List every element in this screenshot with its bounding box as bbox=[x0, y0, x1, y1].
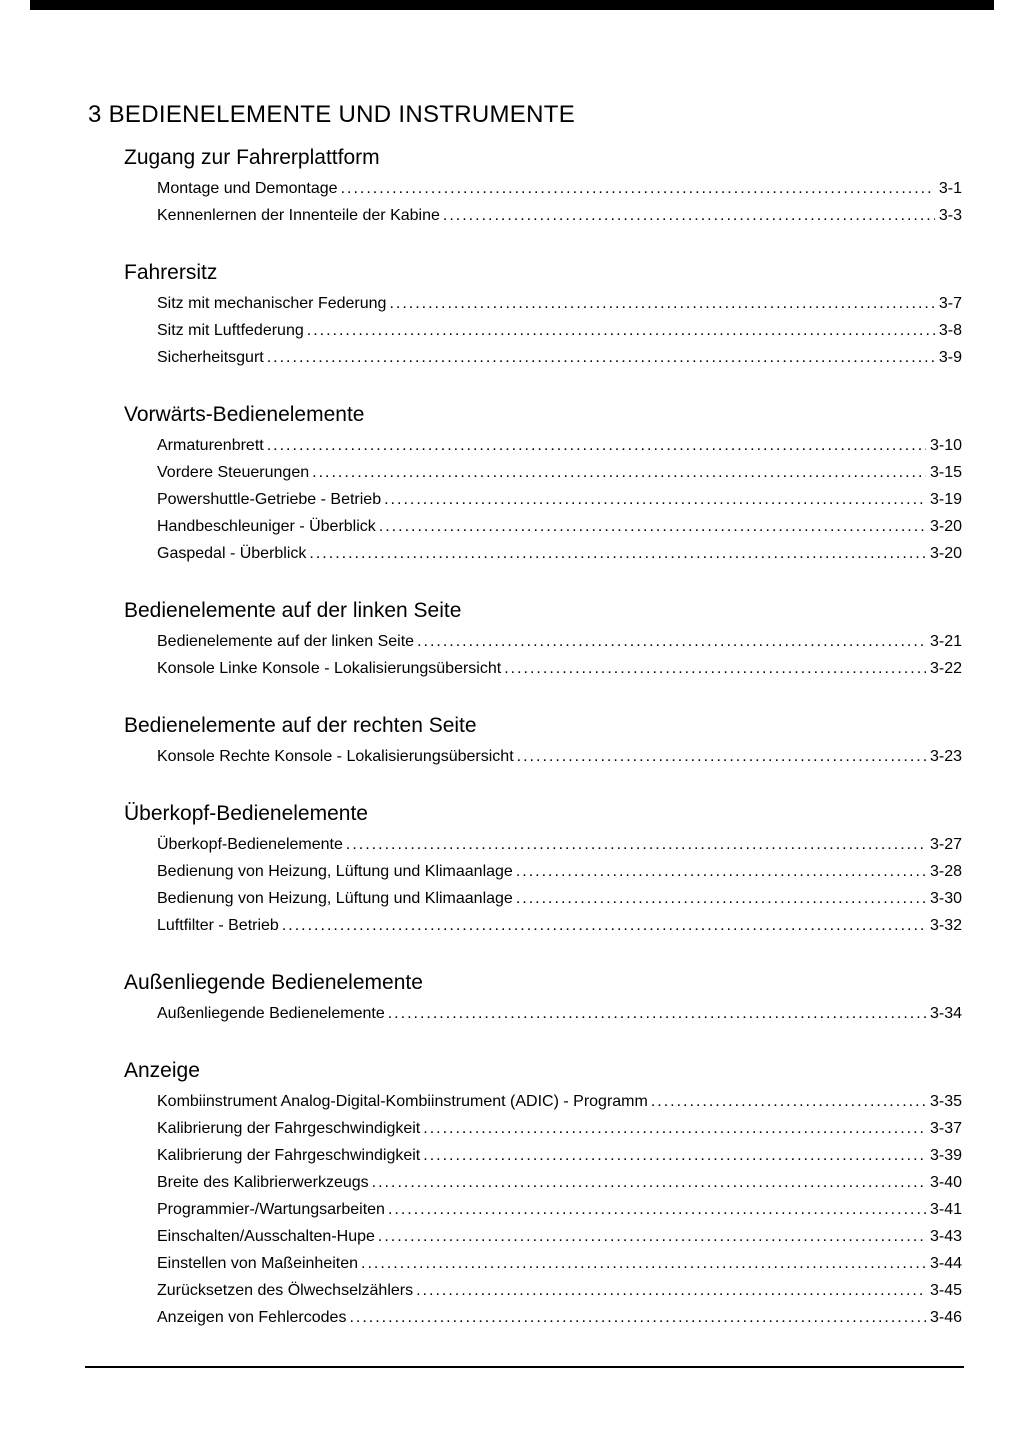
toc-section bbox=[88, 802, 962, 939]
toc-entry bbox=[157, 655, 962, 682]
toc-entry-page: 3-19 bbox=[929, 491, 962, 508]
toc-entry-label: Gaspedal - Überblick bbox=[157, 545, 307, 562]
toc-leader-dots bbox=[504, 655, 926, 682]
toc-section bbox=[88, 146, 962, 229]
toc-entry-page: 3-41 bbox=[929, 1201, 962, 1218]
toc-entry-label: Zurücksetzen des Ölwechselzählers bbox=[157, 1282, 414, 1299]
toc-section-heading: Außenliegende Bedienelemente bbox=[124, 971, 423, 994]
toc-entry-page: 3-28 bbox=[929, 863, 962, 880]
toc-entry-page: 3-15 bbox=[929, 464, 962, 481]
toc-entry-page: 3-39 bbox=[929, 1147, 962, 1164]
toc-entry-label: Bedienung von Heizung, Lüftung und Klimaanlage bbox=[157, 863, 513, 880]
toc-entry bbox=[157, 202, 962, 229]
toc-entry bbox=[157, 540, 962, 567]
toc-entry-label: Programmier-/Wartungsarbeiten bbox=[157, 1201, 385, 1218]
toc-entry-page: 3-10 bbox=[929, 437, 962, 454]
toc-leader-dots bbox=[517, 743, 926, 770]
toc-leader-dots bbox=[267, 432, 926, 459]
toc-entry bbox=[157, 317, 962, 344]
toc-entry-page: 3-20 bbox=[929, 518, 962, 535]
toc-entry-page: 3-3 bbox=[938, 207, 962, 224]
toc-entry-list bbox=[157, 175, 962, 229]
toc-leader-dots bbox=[423, 1115, 926, 1142]
toc-leader-dots bbox=[516, 885, 926, 912]
toc-leader-dots bbox=[282, 912, 926, 939]
toc-section-heading: Fahrersitz bbox=[124, 261, 218, 284]
toc-entry-page: 3-20 bbox=[929, 545, 962, 562]
toc-entry-label: Handbeschleuniger - Überblick bbox=[157, 518, 376, 535]
toc-entry bbox=[157, 1142, 962, 1169]
toc-section bbox=[88, 599, 962, 682]
toc-entry-label: Kennenlernen der Innenteile der Kabine bbox=[157, 207, 440, 224]
toc-entry-label: Kombiinstrument Analog-Digital-Kombiinstrument (ADIC) - Programm bbox=[157, 1093, 648, 1110]
toc-entry-label: Konsole Rechte Konsole - Lokalisierungsübersicht bbox=[157, 748, 514, 765]
toc-leader-dots bbox=[388, 1000, 926, 1027]
toc-leader-dots bbox=[379, 513, 926, 540]
toc-entry-page: 3-43 bbox=[929, 1228, 962, 1245]
toc-entry bbox=[157, 885, 962, 912]
toc-section-heading: Bedienelemente auf der linken Seite bbox=[124, 599, 462, 622]
toc-entry-label: Außenliegende Bedienelemente bbox=[157, 1005, 385, 1022]
toc-leader-dots bbox=[312, 459, 926, 486]
toc-section bbox=[88, 403, 962, 567]
toc-entry-page: 3-32 bbox=[929, 917, 962, 934]
toc-entry bbox=[157, 1196, 962, 1223]
toc-leader-dots bbox=[372, 1169, 926, 1196]
toc-entry bbox=[157, 743, 962, 770]
toc-leader-dots bbox=[349, 1304, 926, 1331]
page-top-bar bbox=[30, 0, 994, 10]
toc-section-heading: Überkopf-Bedienelemente bbox=[124, 802, 368, 825]
toc-section-heading: Bedienelemente auf der rechten Seite bbox=[124, 714, 477, 737]
toc-section bbox=[88, 1059, 962, 1331]
toc-entry-page: 3-27 bbox=[929, 836, 962, 853]
toc-entry-label: Luftfilter - Betrieb bbox=[157, 917, 279, 934]
toc-section-heading: Vorwärts-Bedienelemente bbox=[124, 403, 365, 426]
toc-entry-page: 3-40 bbox=[929, 1174, 962, 1191]
toc-entry bbox=[157, 628, 962, 655]
toc-entry-page: 3-30 bbox=[929, 890, 962, 907]
toc-leader-dots bbox=[378, 1223, 926, 1250]
toc-entry-label: Kalibrierung der Fahrgeschwindigkeit bbox=[157, 1120, 421, 1137]
toc-entry bbox=[157, 290, 962, 317]
toc-entry bbox=[157, 175, 962, 202]
toc-entry bbox=[157, 831, 962, 858]
toc-entry-page: 3-21 bbox=[929, 633, 962, 650]
toc-entry-label: Breite des Kalibrierwerkzeugs bbox=[157, 1174, 369, 1191]
toc-section bbox=[88, 261, 962, 371]
toc-entry-page: 3-46 bbox=[929, 1309, 962, 1326]
toc-leader-dots bbox=[341, 175, 935, 202]
toc-entry bbox=[157, 486, 962, 513]
toc-entry-list bbox=[157, 1088, 962, 1331]
chapter-title: 3 BEDIENELEMENTE UND INSTRUMENTE bbox=[88, 101, 575, 128]
toc-leader-dots bbox=[384, 486, 926, 513]
toc-entry-list bbox=[157, 743, 962, 770]
toc-entry bbox=[157, 432, 962, 459]
toc-leader-dots bbox=[516, 858, 926, 885]
toc-entry-page: 3-7 bbox=[938, 295, 962, 312]
toc-entry bbox=[157, 1250, 962, 1277]
toc-entry-label: Sitz mit mechanischer Federung bbox=[157, 295, 387, 312]
toc-leader-dots bbox=[267, 344, 935, 371]
toc-leader-dots bbox=[417, 628, 926, 655]
toc-entry bbox=[157, 1277, 962, 1304]
toc-entry-page: 3-23 bbox=[929, 748, 962, 765]
toc-entry bbox=[157, 1169, 962, 1196]
toc-leader-dots bbox=[423, 1142, 926, 1169]
toc-entry-list bbox=[157, 628, 962, 682]
toc-entry-page: 3-8 bbox=[938, 322, 962, 339]
toc-entry-label: Powershuttle-Getriebe - Betrieb bbox=[157, 491, 382, 508]
toc-entry-page: 3-44 bbox=[929, 1255, 962, 1272]
toc-section bbox=[88, 714, 962, 770]
toc-entry-label: Armaturenbrett bbox=[157, 437, 264, 454]
toc-entry bbox=[157, 1304, 962, 1331]
toc-entry-label: Überkopf-Bedienelemente bbox=[157, 836, 343, 853]
toc-section-heading: Anzeige bbox=[124, 1059, 200, 1082]
toc-entry-list bbox=[157, 1000, 962, 1027]
toc-leader-dots bbox=[361, 1250, 926, 1277]
toc-entry bbox=[157, 1088, 962, 1115]
toc-entry-label: Montage und Demontage bbox=[157, 180, 338, 197]
toc-entry-page: 3-1 bbox=[938, 180, 962, 197]
toc-entry-list bbox=[157, 831, 962, 939]
toc-sections bbox=[88, 146, 962, 1331]
toc-leader-dots bbox=[416, 1277, 926, 1304]
toc-entry-label: Sitz mit Luftfederung bbox=[157, 322, 304, 339]
toc-entry-page: 3-37 bbox=[929, 1120, 962, 1137]
toc-page bbox=[88, 101, 962, 1363]
toc-leader-dots bbox=[309, 540, 926, 567]
toc-entry bbox=[157, 858, 962, 885]
toc-entry-label: Kalibrierung der Fahrgeschwindigkeit bbox=[157, 1147, 421, 1164]
toc-entry-page: 3-34 bbox=[929, 1005, 962, 1022]
toc-entry-list bbox=[157, 432, 962, 567]
toc-entry-label: Anzeigen von Fehlercodes bbox=[157, 1309, 347, 1326]
toc-leader-dots bbox=[651, 1088, 926, 1115]
toc-leader-dots bbox=[389, 290, 934, 317]
toc-entry-label: Bedienelemente auf der linken Seite bbox=[157, 633, 415, 650]
toc-entry-list bbox=[157, 290, 962, 371]
toc-entry bbox=[157, 912, 962, 939]
toc-leader-dots bbox=[443, 202, 935, 229]
toc-entry-label: Konsole Linke Konsole - Lokalisierungsübersicht bbox=[157, 660, 502, 677]
toc-entry-page: 3-45 bbox=[929, 1282, 962, 1299]
toc-entry-page: 3-9 bbox=[938, 349, 962, 366]
toc-section bbox=[88, 971, 962, 1027]
toc-section-heading: Zugang zur Fahrerplattform bbox=[124, 146, 380, 169]
toc-entry bbox=[157, 344, 962, 371]
toc-entry bbox=[157, 513, 962, 540]
toc-entry-page: 3-35 bbox=[929, 1093, 962, 1110]
toc-entry-label: Einstellen von Maßeinheiten bbox=[157, 1255, 359, 1272]
toc-entry-label: Sicherheitsgurt bbox=[157, 349, 264, 366]
toc-entry bbox=[157, 1000, 962, 1027]
toc-entry bbox=[157, 1115, 962, 1142]
toc-leader-dots bbox=[307, 317, 935, 344]
toc-entry bbox=[157, 1223, 962, 1250]
page-bottom-rule bbox=[85, 1366, 964, 1368]
toc-entry-label: Vordere Steuerungen bbox=[157, 464, 310, 481]
toc-entry bbox=[157, 459, 962, 486]
toc-entry-label: Bedienung von Heizung, Lüftung und Klimaanlage bbox=[157, 890, 513, 907]
toc-leader-dots bbox=[346, 831, 926, 858]
toc-entry-page: 3-22 bbox=[929, 660, 962, 677]
toc-leader-dots bbox=[388, 1196, 926, 1223]
toc-entry-label: Einschalten/Ausschalten-Hupe bbox=[157, 1228, 375, 1245]
